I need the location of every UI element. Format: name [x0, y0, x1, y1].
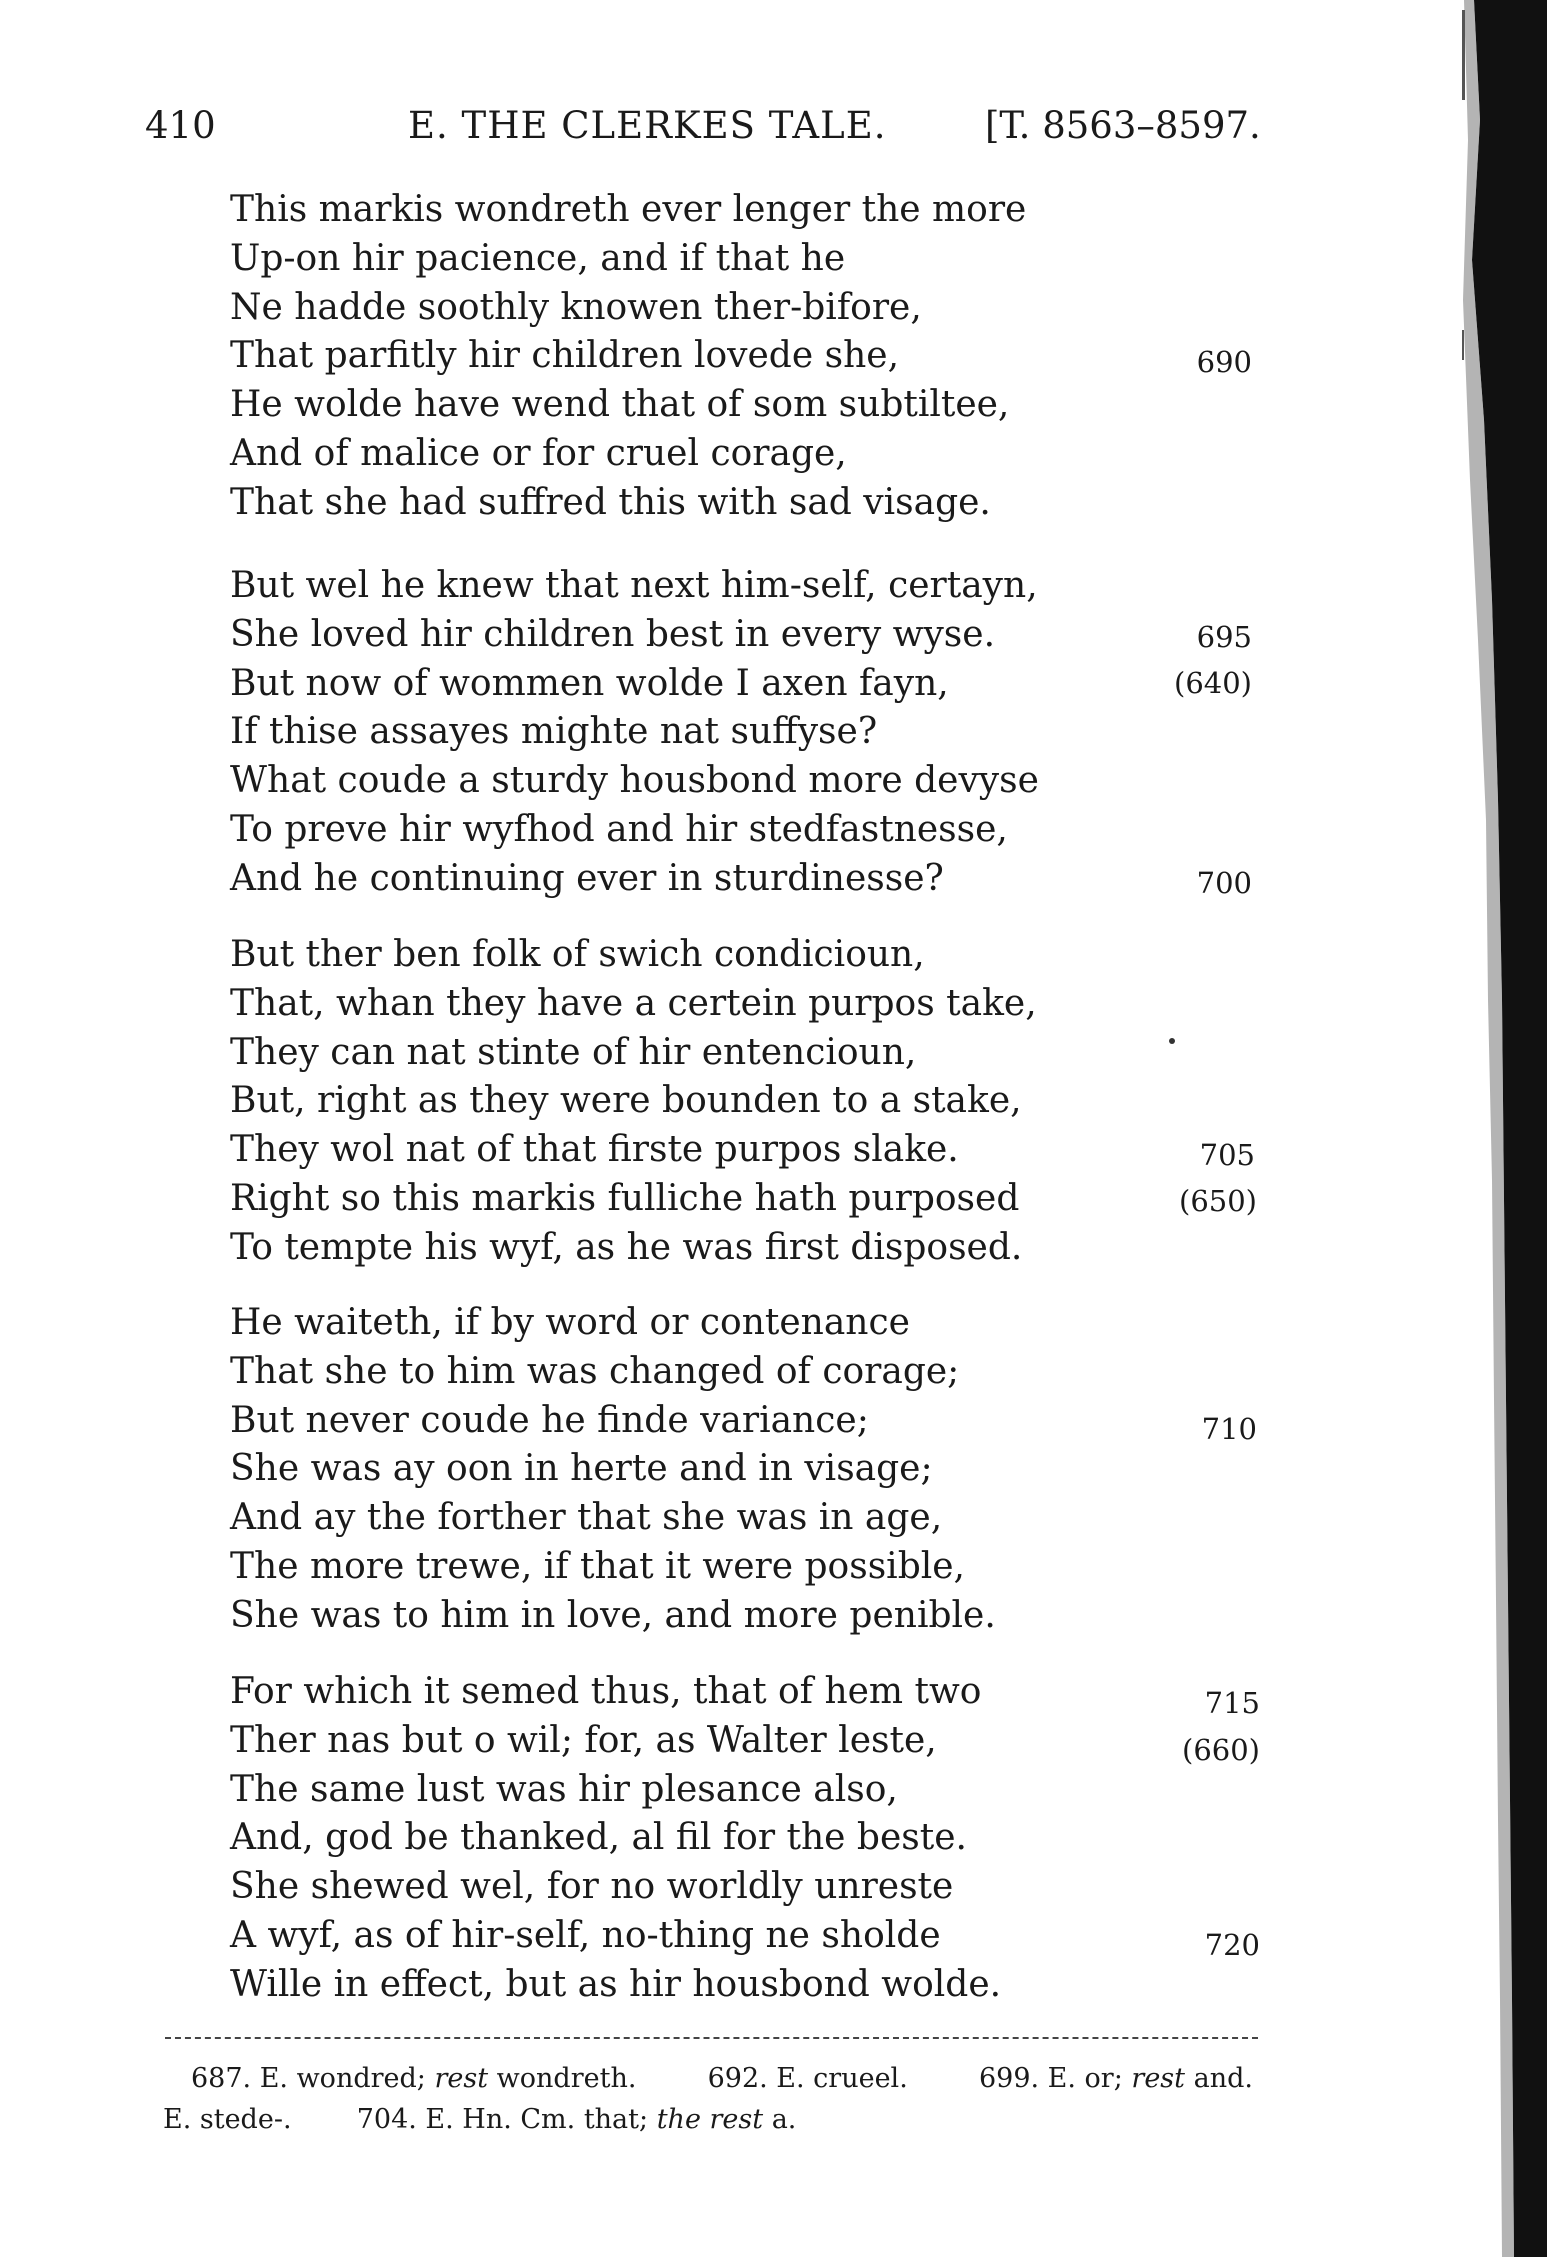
verse-line: Right so this markis fulliche hath purposed — [230, 1177, 1020, 1219]
footnote-italic: rest — [1131, 2063, 1185, 2094]
line-reference: [T. 8563–8597. — [985, 104, 1261, 147]
verse-line: But ther ben folk of swich condicioun, — [230, 934, 925, 975]
verse-line: She shewed wel, for no worldly unreste — [230, 1866, 954, 1908]
footnote-italic: the rest — [656, 2104, 764, 2135]
line-number: 715 — [1204, 1686, 1260, 1720]
verse-line: For which it semed thus, that of hem two — [230, 1671, 982, 1712]
running-title: E. THE CLERKES TALE. — [408, 104, 887, 147]
verse-line: He wolde have wend that of som subtiltee, — [230, 384, 1010, 426]
running-header — [0, 104, 1547, 154]
verse-line: A wyf, as of hir-self, no-thing ne sholde — [230, 1914, 941, 1956]
stanza-2 — [230, 562, 1039, 904]
verse-line: That she had suffred this with sad visage. — [230, 481, 991, 523]
footnote-text: a. — [771, 2104, 797, 2135]
line-number: 720 — [1204, 1928, 1260, 1962]
verse-line: The more trewe, if that it were possible, — [230, 1545, 965, 1587]
line-number: 690 — [1196, 345, 1252, 379]
footnote-text: 687. E. wondred; — [191, 2063, 426, 2094]
stanza-1 — [230, 186, 1026, 528]
verse-line: What coude a sturdy housbond more devyse — [230, 760, 1039, 802]
line-number-secondary: (640) — [1174, 666, 1252, 700]
stanza-3 — [230, 931, 1037, 1273]
verse-line: If thise assayes mighte nat suffyse? — [230, 711, 878, 753]
verse-line: To tempte his wyf, as he was first disposed. — [230, 1226, 1023, 1268]
footnote-text: 704. E. Hn. Cm. that; — [356, 2104, 649, 2135]
footnote-rule — [165, 2037, 1258, 2039]
verse-line: Up-on hir pacience, and if that he — [230, 237, 846, 279]
footnote-text: wondreth. — [496, 2063, 637, 2094]
verse-line: They can nat stinte of hir entencioun, — [230, 1031, 917, 1073]
verse-line: Ne hadde soothly knowen ther-bifore, — [230, 286, 922, 328]
page-binding-edge — [1462, 0, 1547, 2257]
verse-line: She loved hir children best in every wyse. — [230, 613, 996, 655]
verse-line: He waiteth, if by word or contenance — [230, 1302, 910, 1343]
footnote-line-2 — [163, 2099, 1253, 2140]
verse-line: To preve hir wyfhod and hir stedfastnesse, — [230, 808, 1008, 850]
print-speck — [1169, 1038, 1175, 1044]
verse-line: And of malice or for cruel corage, — [230, 432, 847, 474]
footnotes — [163, 2058, 1253, 2140]
line-number: 705 — [1199, 1138, 1255, 1172]
verse-line: She was ay oon in herte and in visage; — [230, 1448, 933, 1490]
line-number: 695 — [1196, 620, 1252, 654]
verse-line: That she to him was changed of corage; — [230, 1350, 960, 1392]
verse-line: That, whan they have a certein purpos take, — [230, 982, 1037, 1024]
verse-line: But now of wommen wolde I axen fayn, — [230, 662, 949, 704]
line-number-secondary: (660) — [1182, 1733, 1260, 1767]
footnote-text: and. — [1193, 2063, 1253, 2094]
verse-line: And ay the forther that she was in age, — [230, 1497, 943, 1539]
page-number: 410 — [145, 104, 216, 147]
footnote-text: 699. E. or; — [978, 2063, 1123, 2094]
stanza-5 — [230, 1668, 1001, 2010]
verse-line: She was to him in love, and more penible. — [230, 1594, 996, 1636]
verse-line: That parfitly hir children lovede she, — [230, 335, 900, 377]
line-number: 710 — [1201, 1412, 1257, 1446]
verse-line: But wel he knew that next him-self, certayn, — [230, 565, 1038, 606]
verse-line: And he continuing ever in sturdinesse? — [230, 857, 944, 899]
line-number: 700 — [1196, 866, 1252, 900]
line-number-secondary: (650) — [1179, 1184, 1257, 1218]
verse-line: Ther nas but o wil; for, as Walter leste, — [230, 1719, 937, 1761]
verse-line: And, god be thanked, al fil for the beste. — [230, 1817, 967, 1859]
verse-line: But never coude he finde variance; — [230, 1399, 869, 1441]
verse-line: This markis wondreth ever lenger the more — [230, 189, 1027, 230]
footnote-line-1 — [163, 2058, 1253, 2099]
stanza-4 — [230, 1299, 996, 1641]
footnote-text: 692. E. crueel. — [707, 2063, 908, 2094]
footnote-text: E. stede-. — [163, 2104, 292, 2135]
verse-line: Wille in effect, but as hir housbond wolde. — [230, 1963, 1002, 2005]
verse-line: They wol nat of that firste purpos slake. — [230, 1129, 959, 1171]
footnote-italic: rest — [434, 2063, 489, 2094]
verse-line: The same lust was hir plesance also, — [230, 1768, 898, 1810]
verse-line: But, right as they were bounden to a stake, — [230, 1080, 1022, 1122]
